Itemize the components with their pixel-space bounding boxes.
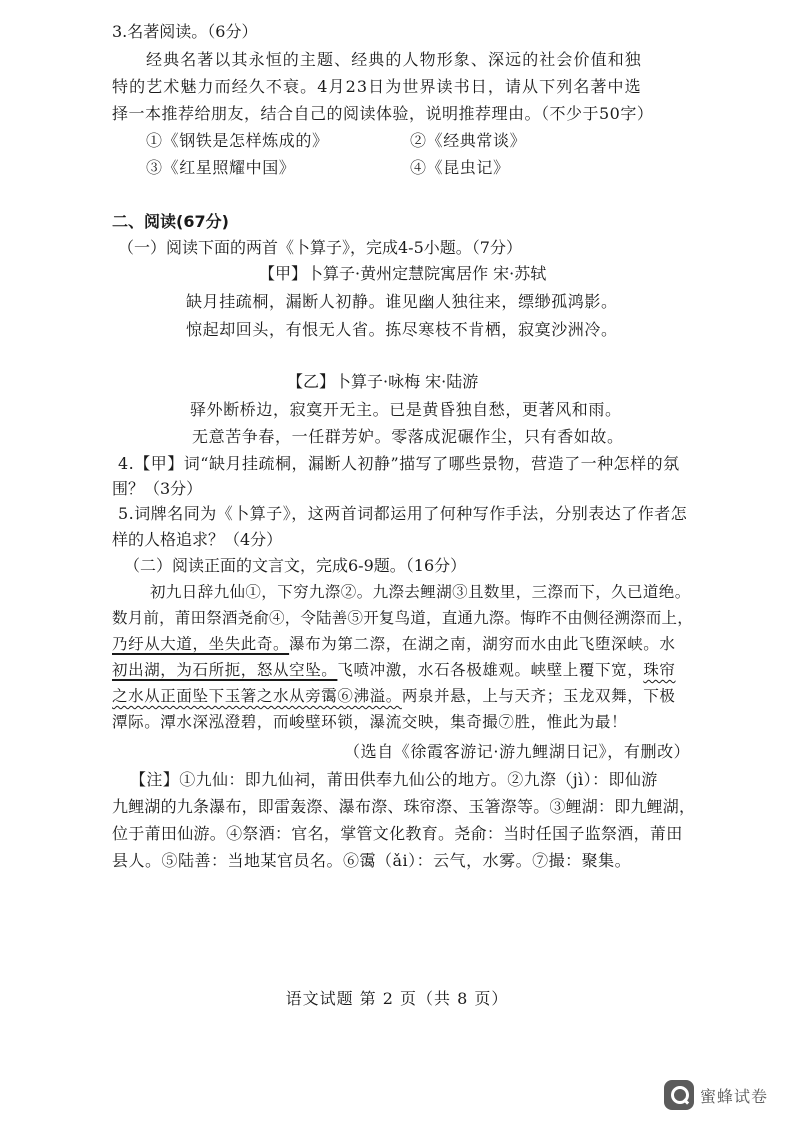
notes-line-1: 【注】①九仙：即九仙祠，莆田供奉九仙公的地方。②九漈（jì）：即仙游: [130, 770, 658, 789]
underlined-sentence-2: 初出湖，为石所扼，怒从空坠。: [112, 661, 338, 679]
passage-line-5-rest: 两泉并悬，上与天齐；玉龙双舞，下极: [401, 687, 676, 705]
q4-line-2: 围？（3分）: [112, 479, 203, 498]
passage-line-5: [112, 684, 676, 708]
passage-line-4: [112, 658, 676, 682]
q3-option-4: ④《昆虫记》: [410, 158, 510, 177]
poem-b-title: 【乙】卜算子·咏梅 宋·陆游: [287, 372, 479, 391]
passage-line-2: 数月前，莆田祭酒尧俞④，令陆善⑤开复鸟道，直通九漈。悔昨不由侧径溯漈而上，: [112, 609, 693, 627]
underlined-sentence-1: 乃纡从大道，坐失此奇。: [112, 635, 290, 653]
section-2-title: 二、阅读(67分): [112, 212, 229, 231]
wavy-underlined-phrase: 之水从正面坠下玉箸之水从旁霭⑥沸溢。: [112, 687, 402, 705]
part-2-intro: （二）阅读正面的文言文，完成6-9题。（16分）: [124, 556, 467, 575]
q5-line-1: 5.词牌名同为《卜算子》，这两首词都运用了何种写作手法，分别表达了作者怎: [118, 504, 688, 523]
q3-body-line-1: 经典名著以其永恒的主题、经典的人物形象、深远的社会价值和独: [146, 50, 642, 69]
watermark: [664, 1076, 768, 1114]
poem-b-line-1: 驿外断桥边，寂寞开无主。已是黄昏独自愁，更著风和雨。: [190, 400, 622, 419]
passage-line-6: 潭际。潭水深泓澄碧，而峻壁环锁，瀑流交映，集奇撮⑦胜，惟此为最！: [112, 713, 628, 731]
wavy-underlined-phrase-start: 珠帘: [643, 661, 676, 679]
passage-source: （选自《徐霞客游记·游九鲤湖日记》，有删改）: [344, 742, 691, 761]
magnifier-logo-icon: [664, 1080, 694, 1110]
q3-option-3: ③《红星照耀中国》: [146, 158, 296, 177]
q5-line-2: 样的人格追求？（4分）: [112, 530, 283, 549]
page-footer: 语文试题 第 2 页（共 8 页）: [285, 989, 509, 1008]
passage-line-1: 初九日辞九仙①，下穷九漈②。九漈去鲤湖③且数里，三漈而下，久已道绝。: [150, 583, 691, 601]
q3-body-line-3: 择一本推荐给朋友，结合自己的阅读体验，说明推荐理由。（不少于50字）: [112, 104, 654, 123]
passage-line-4-rest: 飞喷冲激，水石各极雄观。峡壁上覆下宽，: [337, 661, 644, 679]
q3-body-line-2: 特的艺术魅力而经久不衰。4月23日为世界读书日，请从下列名著中选: [112, 77, 642, 96]
passage-line-3-rest: 瀑布为第二漈，在湖之南，湖穷而水由此飞堕深峡。水: [289, 635, 676, 653]
q3-option-2: ②《经典常谈》: [410, 131, 527, 150]
poem-a-line-1: 缺月挂疏桐，漏断人初静。谁见幽人独往来，缥缈孤鸿影。: [186, 292, 618, 311]
q3-option-1: ①《钢铁是怎样炼成的》: [146, 131, 329, 150]
poem-a-title: 【甲】卜算子·黄州定慧院寓居作 宋·苏轼: [259, 264, 547, 283]
notes-line-4: 县人。⑤陆善：当地某官员名。⑥霭（ǎi）：云气，水雾。⑦撮：聚集。: [112, 851, 632, 870]
q4-line-1: 4.【甲】词“缺月挂疏桐，漏断人初静”描写了哪些景物，营造了一种怎样的氛: [118, 454, 680, 473]
poem-a-line-2: 惊起却回头，有恨无人省。拣尽寒枝不肯栖，寂寞沙洲冷。: [186, 320, 618, 339]
part-1-intro: （一）阅读下面的两首《卜算子》，完成4-5小题。（7分）: [118, 238, 522, 257]
notes-line-3: 位于莆田仙游。④祭酒：官名，掌管文化教育。尧俞：当时任国子监祭酒，莆田: [112, 824, 683, 843]
poem-b-line-2: 无意苦争春，一任群芳妒。零落成泥碾作尘，只有香如故。: [192, 427, 624, 446]
q3-title: 3.名著阅读。（6分）: [112, 22, 258, 41]
passage-line-3: [112, 632, 676, 656]
notes-line-2: 九鲤湖的九条瀑布，即雷轰漈、瀑布漈、珠帘漈、玉箸漈等。③鲤湖：即九鲤湖，: [112, 797, 696, 816]
watermark-text: 蜜蜂试卷: [700, 1086, 769, 1106]
